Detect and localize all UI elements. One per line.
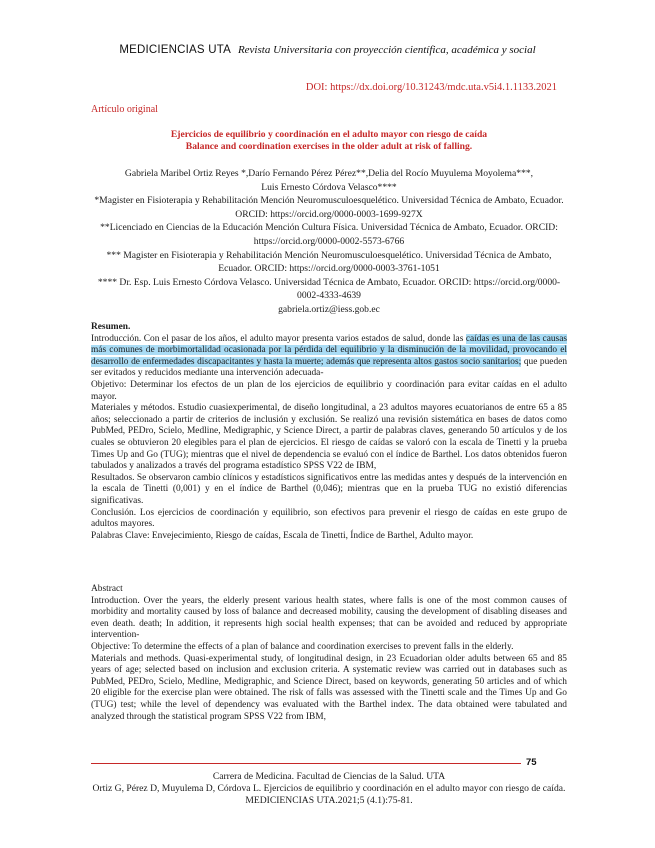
resumen-objetivo: Objetivo: Determinar los efectos de un plan de los ejercicios de equilibrio y coordinación para evitar caídas en el adulto mayor.: [91, 379, 567, 402]
abstract-heading: Abstract: [91, 584, 123, 594]
article-type: Artículo original: [91, 104, 158, 115]
highlighted-text[interactable]: caídas es una de las causas más comunes de morbimortalidad ocasionada por la pérdida del equilibrio y la disminución de la movilidad, provocando el desarrollo de enfermedades discapacitantes y hasta la muerte; además que representa altos gastos socio sanitarios;: [91, 333, 568, 367]
title-english: Balance and coordination exercises in the older adult at risk of falling.: [185, 141, 473, 152]
abstract-section: [91, 584, 567, 723]
abstract-methods: Materials and methods. Quasi-experimental study, of longitudinal design, in 23 Ecuadorian older adults between 65 and 85 years of age; selected based on inclusion and exclusion criteria. A systematic review was carried out in databases such as PubMed, PEDro, Scielo, Medline, Medigraphic, and Science Direct, based on keywords, generating 50 articles and of which 20 eligible for the exercise plan were obtained. The risk of falls was assessed with the Tinetti scale and the Times Up and Go (TUG) test; while the level of dependency was evaluated with the Barthel index. The data obtained were tabulated and analyzed through the statistical program SPSS V22 from IBM,: [91, 653, 567, 722]
resumen-metodos: Materiales y métodos. Estudio cuasiexperimental, de diseño longitudinal, a 23 adultos mayores ecuatorianos de entre 65 a 85 años; seleccionado a partir de criterios de inclusión y exclusión. Se realizó una revisión sistemática en bases de datos como PubMed, PEDro, Scielo, Medline, Medigraphic, y Science Direct, a partir de palabras claves, generando 50 artículos y de los cuales se obtuvieron 20 elegibles para el plan de ejercicios. El riesgo de caídas se valoró con la escala de Tinetti y la prueba Times Up and Go (TUG); mientras que el nivel de dependencia se evaluó con el índice de Barthel. Los datos obtenidos fueron tabulados y analizados a través del programa estadístico SPSS V22 de IBM,: [91, 403, 567, 472]
resumen-introduccion: [91, 334, 567, 380]
article-titles: [91, 129, 567, 153]
authors-block: [91, 167, 567, 317]
footer-institution: Carrera de Medicina. Facultad de Ciencias de la Salud. UTA: [212, 771, 446, 782]
page-number: 75: [526, 757, 537, 768]
page-footer: [91, 771, 567, 808]
title-spanish: Ejercicios de equilibrio y coordinación en el adulto mayor con riesgo de caída: [170, 129, 488, 140]
resumen-resultados: Resultados. Se observaron cambio clínicos y estadísticos significativos entre las medidas antes y después de la intervención en la escala de Tinetti (0,001) y en el índice de Barthel (0,046); mientras que en la prueba TUG no existió diferencias significativas.: [91, 472, 567, 506]
footer-citation: Ortiz G, Pérez D, Muyulema D, Córdova L. Ejercicios de equilibrio y coordinación en el adulto mayor con riesgo de caída. MEDICIENCIAS UTA.2021;5 (4.1):75-81.: [92, 783, 566, 807]
journal-header: [0, 40, 655, 58]
footer-divider: [91, 763, 521, 764]
author-line: Gabriela Maribel Ortiz Reyes *,Darío Fernando Pérez Pérez**,Delia del Rocío Muyulema Moyolema***,: [124, 168, 534, 179]
resumen-palabras-clave: Palabras Clave: Envejecimiento, Riesgo de caídas, Escala de Tinetti, Índice de Barthel, Adulto mayor.: [91, 530, 474, 541]
journal-subtitle: Revista Universitaria con proyección científica, académica y social: [237, 44, 536, 56]
affiliation: *Magister en Fisioterapia y Rehabilitación Mención Neuromusculoesquelético. Universidad Técnica de Ambato, Ecuador. ORCID: https://orcid.org/0000-0003-1699-927X: [94, 195, 564, 220]
resumen-heading: Resumen.: [91, 322, 131, 332]
resumen-section: [91, 322, 567, 542]
affiliation: **** Dr. Esp. Luis Ernesto Córdova Velasco. Universidad Técnica de Ambato, Ecuador. ORCID: https://orcid.org/0000-0002-4333-4639: [97, 276, 561, 302]
resumen-conclusion: Conclusión. Los ejercicios de coordinación y equilibrio, son efectivos para prevenir el riesgo de caídas en este grupo de adultos mayores.: [91, 507, 567, 530]
intro-text: Introducción. Con el pasar de los años, el adulto mayor presenta varios estados de salud, donde las: [91, 333, 466, 344]
affiliation: *** Magister en Fisioterapia y Rehabilitación Mención Neuromusculoesquelético. Universidad Técnica de Ambato, Ecuador. ORCID: https://orcid.org/0000-0003-3761-1051: [106, 249, 552, 275]
journal-name: MEDICIENCIAS UTA: [119, 44, 231, 56]
doi-link[interactable]: DOI: https://dx.doi.org/10.31243/mdc.uta.v5i4.1.1133.2021: [305, 82, 557, 93]
corresponding-email[interactable]: gabriela.ortiz@iess.gob.ec: [278, 303, 380, 315]
abstract-objective: Objective: To determine the effects of a plan of balance and coordination exercises to prevent falls in the elderly.: [91, 641, 514, 652]
abstract-introduction: Introduction. Over the years, the elderly present various health states, where falls is one of the most common causes of morbidity and mortality caused by loss of balance and decreased mobility, causing the development of disabling diseases and even death. death; In addition, it represents high social health expenses; that can be avoided and reduced by appropriate intervention-: [91, 595, 567, 641]
affiliation: **Licenciado en Ciencias de la Educación Mención Cultura Física. Universidad Técnica de Ambato, Ecuador. ORCID: https://orcid.org/0000-0002-5573-6766: [100, 222, 558, 247]
author-line: Luis Ernesto Córdova Velasco****: [261, 181, 397, 193]
intro-text-end: que pueden ser evitados y reducidos mediante una intervención adecuada-: [91, 356, 568, 379]
